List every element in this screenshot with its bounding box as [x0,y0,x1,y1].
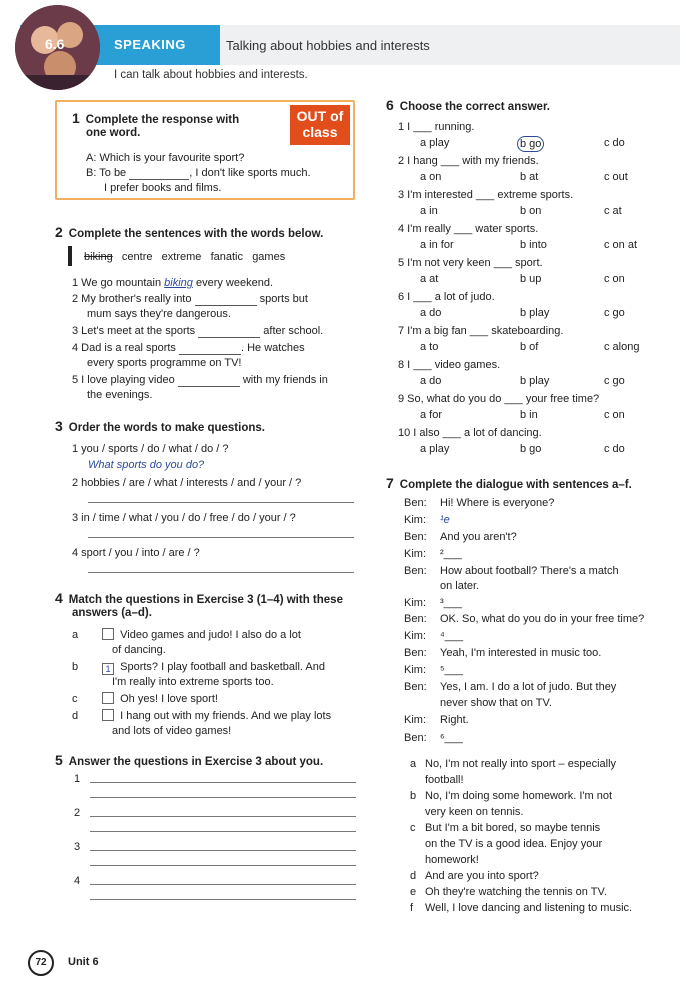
exercise-6-option-b[interactable]: b of [520,341,539,353]
dialogue-line: Hi! Where is everyone? [440,497,555,509]
exercise-5-heading: 5 Answer the questions in Exercise 3 about you. [55,752,324,768]
option-letter: c [410,822,416,834]
exercise-2-item-1: 1 We go mountain biking every weekend. [72,277,273,289]
word-box-marker [68,246,72,266]
out-of-class-badge: OUT of class [290,105,350,145]
exercise-1-heading-line2: one word. [86,127,141,139]
exercise-4-option-b: b 1 Sports? I play football and basketball. And [72,661,325,674]
exercise-5-num-3: 3 [74,841,81,853]
match-box[interactable] [102,628,114,640]
exercise-6-option-b[interactable]: b go [517,136,544,152]
exercise-5-num-4: 4 [74,875,81,887]
answer-line[interactable] [90,782,356,783]
answer-line[interactable] [90,831,356,832]
exercise-3-question-2: 2 hobbies / are / what / interests / and / your / ? [72,477,302,489]
option-text: homework! [425,854,479,866]
exercise-6-option-a[interactable]: a for [420,409,443,421]
exercise-6-option-c[interactable]: c do [604,137,625,149]
exercise-6-question: 4 I'm really ___ water sports. [398,223,539,235]
answer-line[interactable] [90,797,356,798]
dialogue-line: ¹e [440,514,450,526]
dialogue-line: How about football? There's a match [440,565,619,577]
exercise-1-line-b2: I prefer books and films. [104,182,222,194]
exercise-2-item-5-line2: the evenings. [87,389,153,401]
answer-line[interactable] [90,850,356,851]
option-text: on the TV is a good idea. Enjoy your [425,838,603,850]
answer-line[interactable] [88,502,354,503]
speaker-label: Ben: [404,531,427,543]
speaker-label: Kim: [404,630,426,642]
option-text: very keen on tennis. [425,806,524,818]
dialogue-line: ²___ [440,548,463,560]
exercise-1-line-a: A: Which is your favourite sport? [86,152,245,164]
option-text: No, I'm doing some homework. I'm not [425,790,612,802]
answer-line[interactable] [90,899,356,900]
exercise-2-item-3: 3 Let's meet at the sports after school. [72,325,324,337]
exercise-2-item-2: 2 My brother's really into sports but [72,293,308,305]
exercise-6-option-c[interactable]: c do [604,443,625,455]
exercise-2-item-2-line2: mum says they're dangerous. [87,308,231,320]
exercise-6-option-a[interactable]: a on [420,171,442,183]
lesson-subtitle: Talking about hobbies and interests [226,38,430,53]
option-text: No, I'm not really into sport – especially [425,758,617,770]
dialogue-line: Yeah, I'm interested in music too. [440,647,602,659]
exercise-6-option-a[interactable]: a do [420,307,442,319]
speaker-label: Ben: [404,681,427,693]
exercise-6-question: 8 I ___ video games. [398,359,501,371]
option-text: And are you into sport? [425,870,539,882]
exercise-6-option-a[interactable]: a play [420,137,450,149]
option-letter: b [410,790,417,802]
exercise-6-option-c[interactable]: c on [604,409,625,421]
option-letter: f [410,902,414,914]
exercise-6-heading: 6 Choose the correct answer. [386,97,550,113]
dialogue-line: Right. [440,714,469,726]
exercise-4-option-c: c Oh yes! I love sport! [72,693,218,705]
exercise-4-option-d-line2: and lots of video games! [112,725,232,737]
answer-line[interactable] [88,572,354,573]
exercise-3-answer-1: What sports do you do? [88,459,205,471]
exercise-6-option-b[interactable]: b on [520,205,542,217]
exercise-6-question: 9 So, what do you do ___ your free time? [398,393,600,405]
exercise-6-option-c[interactable]: c at [604,205,622,217]
exercise-6-question: 7 I'm a big fan ___ skateboarding. [398,325,564,337]
speaker-label: Kim: [404,664,426,676]
exercise-6-question: 10 I also ___ a lot of dancing. [398,427,542,439]
speaker-label: Ben: [404,732,427,744]
exercise-4-option-a: a Video games and judo! I also do a lot [72,629,301,641]
exercise-4-option-a-line2: of dancing. [112,644,166,656]
word-box: biking centre extreme fanatic games [84,251,286,263]
exercise-1-heading: 1 Complete the response with [72,110,240,126]
answer-blank[interactable] [178,376,240,387]
exercise-6-option-c[interactable]: c on at [604,239,638,251]
answer-line[interactable] [88,537,354,538]
exercise-6-option-c[interactable]: c out [604,171,628,183]
exercise-6-option-b[interactable]: b up [520,273,542,285]
match-box[interactable] [102,709,114,721]
exercise-6-option-b[interactable]: b at [520,171,539,183]
option-text: But I'm a bit bored, so maybe tennis [425,822,601,834]
exercise-3-question-1: 1 you / sports / do / what / do / ? [72,443,229,455]
page-number: 72 [28,950,54,976]
exercise-6-option-b[interactable]: b go [520,443,542,455]
dialogue-line: never show that on TV. [440,697,552,709]
exercise-4-heading-line2: answers (a–d). [72,607,152,619]
dialogue-line: ⁵___ [440,664,463,676]
exercise-6-option-a[interactable]: a play [420,443,450,455]
dialogue-line: ⁴___ [440,630,464,642]
exercise-6-option-b[interactable]: b play [520,375,550,387]
exercise-6-option-a[interactable]: a to [420,341,439,353]
section-title: SPEAKING [114,37,186,52]
speaker-label: Ben: [404,647,427,659]
exercise-2-heading: 2 Complete the sentences with the words below. [55,224,324,240]
exercise-3-heading: 3 Order the words to make questions. [55,418,265,434]
exercise-4-heading: 4 Match the questions in Exercise 3 (1–4) with these [55,590,343,606]
answer-line[interactable] [90,884,356,885]
speaker-label: Kim: [404,548,426,560]
speaker-label: Kim: [404,714,426,726]
exercise-4-option-d: d I hang out with my friends. And we play lots [72,710,332,722]
exercise-6-question: 3 I'm interested ___ extreme sports. [398,189,574,201]
speaker-label: Ben: [404,565,427,577]
exercise-6-option-c[interactable]: c along [604,341,640,353]
answer-blank[interactable] [129,169,189,180]
exercise-6-question: 2 I hang ___ with my friends. [398,155,539,167]
answer-blank[interactable] [195,295,257,306]
speaker-label: Ben: [404,613,427,625]
exercise-6-option-a[interactable]: a do [420,375,442,387]
option-text: Oh they're watching the tennis on TV. [425,886,607,898]
dialogue-line: OK. So, what do you do in your free time? [440,613,645,625]
exercise-6-option-a[interactable]: a in [420,205,438,217]
exercise-6-option-b[interactable]: b play [520,307,550,319]
dialogue-line: on later. [440,580,480,592]
dialogue-line: ⁶___ [440,732,463,744]
exercise-2-item-4-line2: every sports programme on TV! [87,357,242,369]
answer-blank[interactable] [198,327,260,338]
match-box[interactable]: 1 [102,663,114,675]
exercise-5-num-2: 2 [74,807,81,819]
exercise-6-option-a[interactable]: a at [420,273,439,285]
exercise-6-option-c[interactable]: c go [604,307,625,319]
unit-label: Unit 6 [68,956,99,968]
exercise-6-option-c[interactable]: c on [604,273,625,285]
exercise-6-option-b[interactable]: b into [520,239,547,251]
exercise-6-option-c[interactable]: c go [604,375,625,387]
option-text: football! [425,774,464,786]
exercise-6-question: 1 I ___ running. [398,121,475,133]
can-do-statement: I can talk about hobbies and interests. [114,69,308,81]
exercise-6-option-b[interactable]: b in [520,409,538,421]
dialogue-line: And you aren't? [440,531,517,543]
exercise-2-item-5: 5 I love playing video with my friends in [72,374,328,386]
exercise-6-question: 5 I'm not very keen ___ sport. [398,257,543,269]
answer-blank[interactable] [179,344,241,355]
dialogue-line: Yes, I am. I do a lot of judo. But they [440,681,617,693]
speaker-label: Kim: [404,514,426,526]
exercise-6-option-a[interactable]: a in for [420,239,454,251]
lesson-number: 6.6 [45,36,65,52]
option-letter: a [410,758,417,770]
answer-line[interactable] [90,865,356,866]
exercise-6-question: 6 I ___ a lot of judo. [398,291,495,303]
speaker-label: Kim: [404,597,426,609]
option-text: Well, I love dancing and listening to music. [425,902,633,914]
exercise-7-heading: 7 Complete the dialogue with sentences a–f. [386,475,632,491]
exercise-4-option-b-line2: I'm really into extreme sports too. [112,676,274,688]
exercise-3-question-4: 4 sport / you / into / are / ? [72,547,200,559]
match-box[interactable] [102,692,114,704]
answer-line[interactable] [90,816,356,817]
option-letter: e [410,886,417,898]
exercise-2-item-4: 4 Dad is a real sports . He watches [72,342,305,354]
exercise-3-question-3: 3 in / time / what / you / do / free / do / your / ? [72,512,296,524]
exercise-5-num-1: 1 [74,773,81,785]
option-letter: d [410,870,417,882]
dialogue-line: ³___ [440,597,463,609]
speaker-label: Ben: [404,497,427,509]
exercise-1-line-b: B: To be , I don't like sports much. [86,167,311,179]
